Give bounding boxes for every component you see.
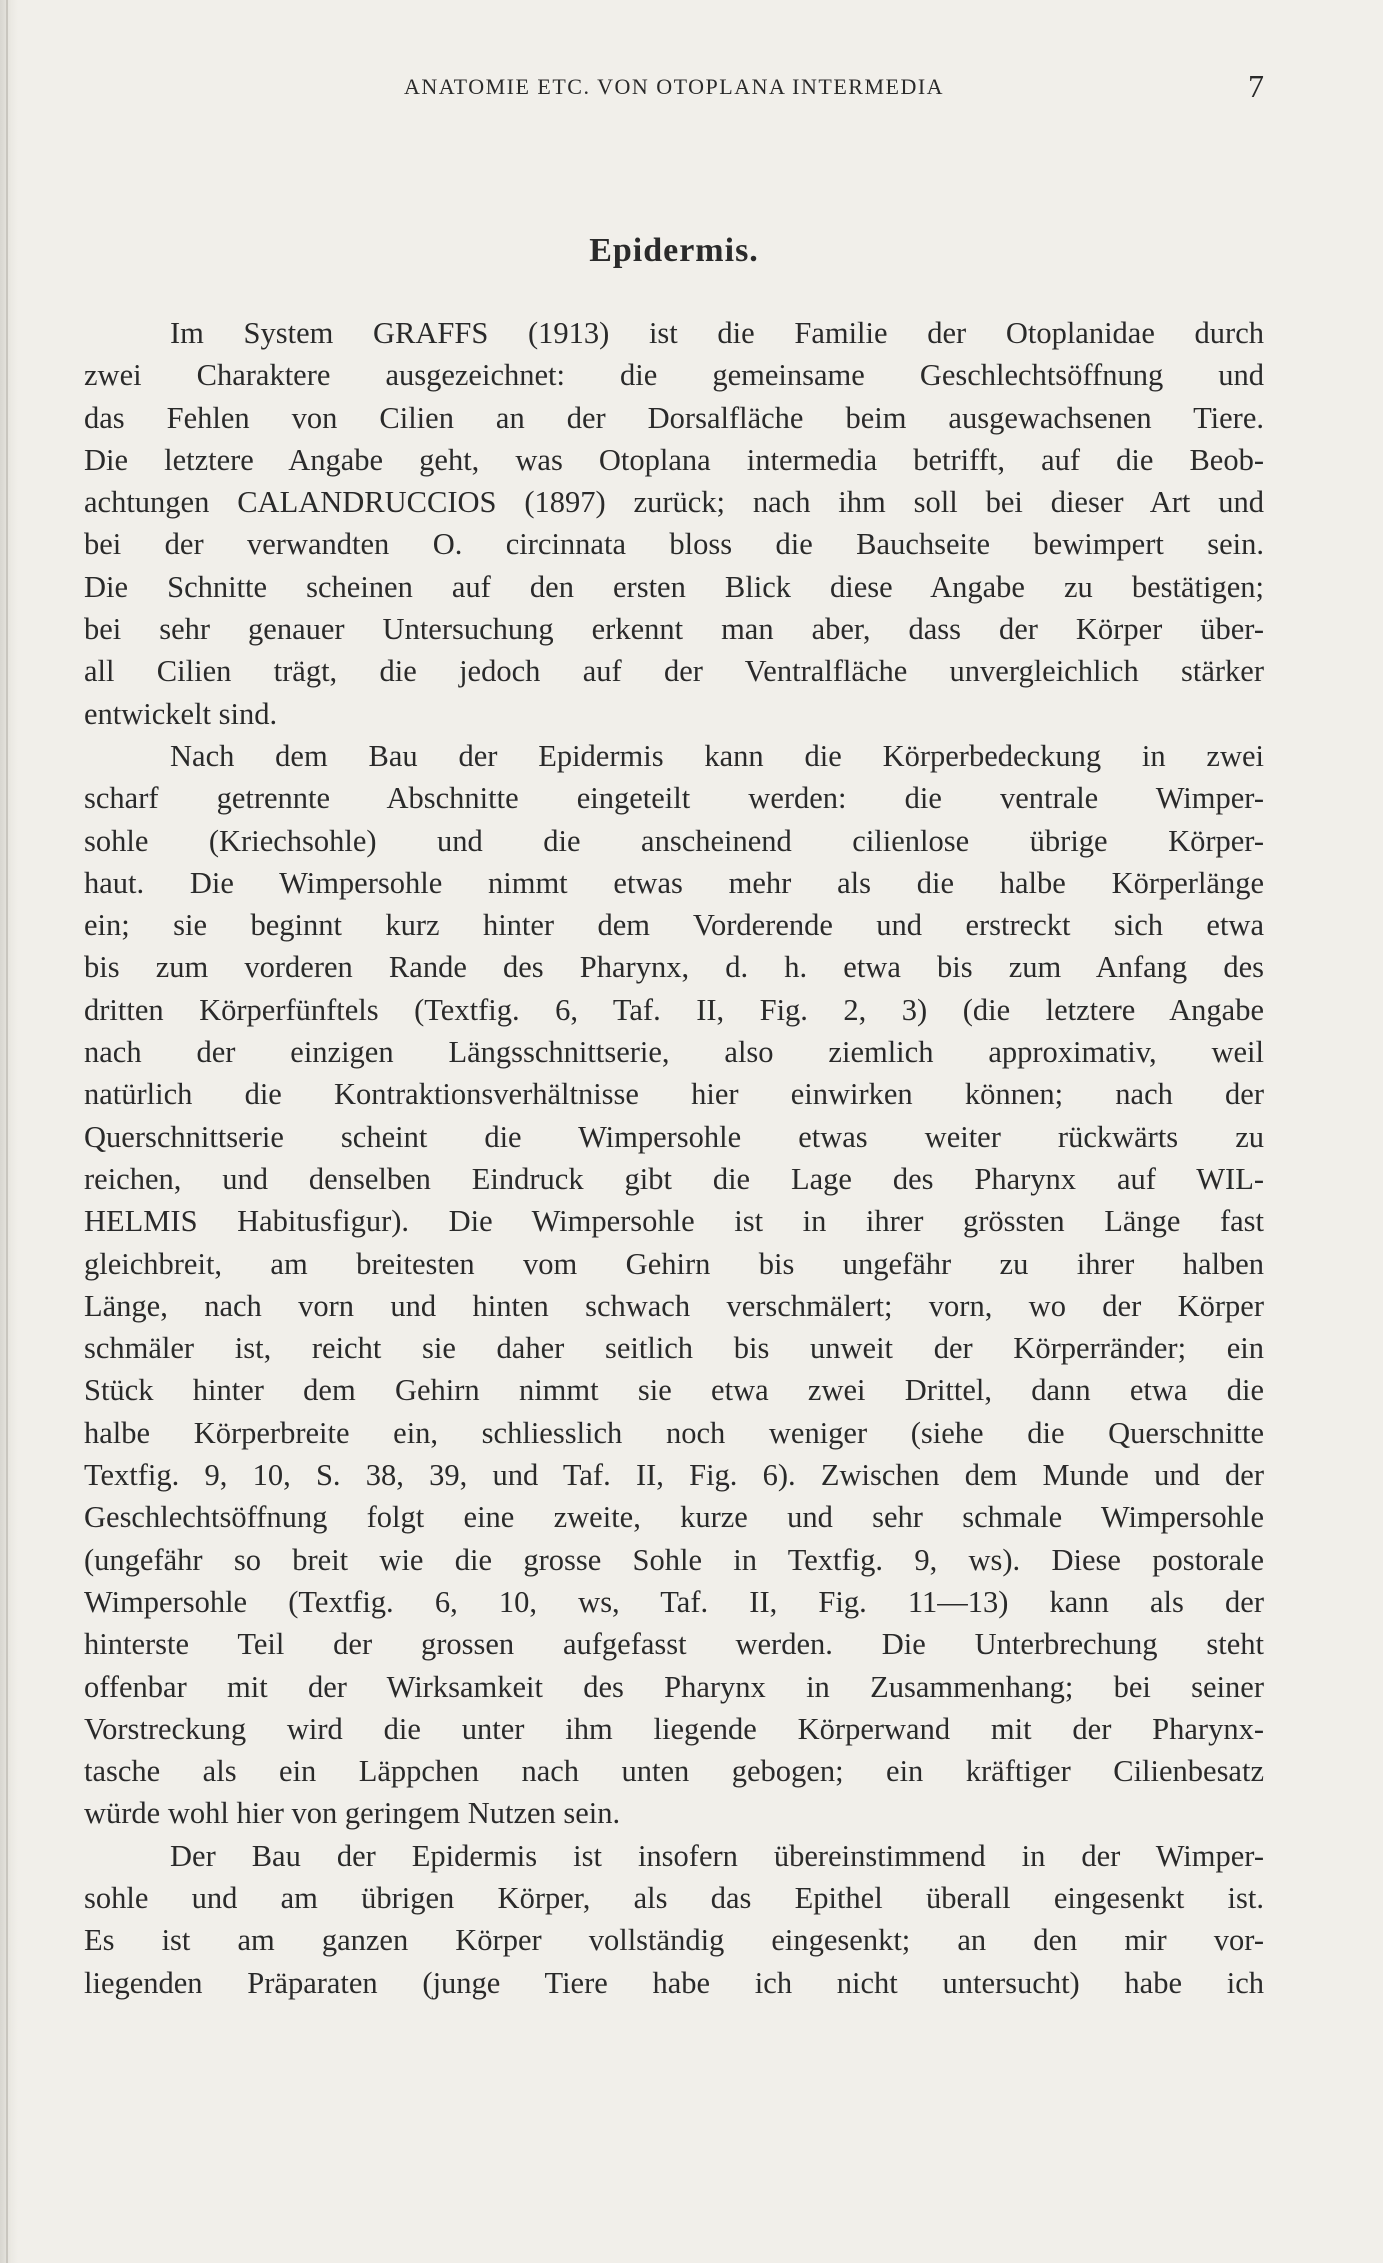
text-line: halbe Körperbreite ein, schliesslich noch weniger (siehe die Querschnitte bbox=[84, 1415, 1264, 1450]
text-line: achtungen CALANDRUCCIOS (1897) zurück; nach ihm soll bei dieser Art und bbox=[84, 485, 1264, 520]
text-line: Im System GRAFFS (1913) ist die Familie der Otoplanidae durch bbox=[170, 316, 1264, 350]
text-line: sohle und am übrigen Körper, als das Epithel überall eingesenkt ist. bbox=[84, 1880, 1264, 1915]
page-gutter-line bbox=[6, 0, 8, 2263]
text-line: natürlich die Kontraktionsverhältnisse hier einwirken können; nach der bbox=[84, 1077, 1264, 1112]
text-line: HELMIS Habitusfigur). Die Wimpersohle ist in ihrer grössten Länge fast bbox=[84, 1204, 1264, 1239]
text-line: Es ist am ganzen Körper vollständig eingesenkt; an den mir vor- bbox=[84, 1923, 1264, 1958]
text-line: Geschlechtsöffnung folgt eine zweite, kurze und sehr schmale Wimpersohle bbox=[84, 1500, 1264, 1535]
text-line: scharf getrennte Abschnitte eingeteilt werden: die ventrale Wimper- bbox=[84, 781, 1264, 816]
text-line: Querschnittserie scheint die Wimpersohle etwas weiter rückwärts zu bbox=[84, 1119, 1264, 1154]
text-line: tasche als ein Läppchen nach unten gebogen; ein kräftiger Cilienbesatz bbox=[84, 1754, 1264, 1789]
text-line: Wimpersohle (Textfig. 6, 10, ws, Taf. II, Fig. 11—13) kann als der bbox=[84, 1584, 1264, 1619]
text-line: zwei Charaktere ausgezeichnet: die gemeinsame Geschlechtsöffnung und bbox=[84, 358, 1264, 393]
text-line: würde wohl hier von geringem Nutzen sein. bbox=[84, 1796, 621, 1831]
text-line: hinterste Teil der grossen aufgefasst werden. Die Unterbrechung steht bbox=[84, 1627, 1264, 1662]
page-header bbox=[84, 68, 1264, 104]
text-line: Die Schnitte scheinen auf den ersten Blick diese Angabe zu bestätigen; bbox=[84, 569, 1264, 604]
body-text bbox=[84, 312, 1264, 2004]
text-line: Stück hinter dem Gehirn nimmt sie etwa zwei Drittel, dann etwa die bbox=[84, 1373, 1264, 1408]
text-line: dritten Körperfünftels (Textfig. 6, Taf. II, Fig. 2, 3) (die letztere Angabe bbox=[84, 992, 1264, 1027]
text-line: Nach dem Bau der Epidermis kann die Körperbedeckung in zwei bbox=[170, 738, 1264, 773]
text-line: gleichbreit, am breitesten vom Gehirn bis ungefähr zu ihrer halben bbox=[84, 1246, 1264, 1281]
text-line: (ungefähr so breit wie die grosse Sohle in Textfig. 9, ws). Diese postorale bbox=[84, 1542, 1264, 1577]
text-line: haut. Die Wimpersohle nimmt etwas mehr als die halbe Körperlänge bbox=[84, 865, 1264, 900]
text-line: ein; sie beginnt kurz hinter dem Vorderende und erstreckt sich etwa bbox=[84, 908, 1264, 943]
text-line: bis zum vorderen Rande des Pharynx, d. h. etwa bis zum Anfang des bbox=[84, 950, 1264, 985]
text-line: das Fehlen von Cilien an der Dorsalfläche beim ausgewachsenen Tiere. bbox=[84, 400, 1264, 435]
text-line: nach der einzigen Längsschnittserie, also ziemlich approximativ, weil bbox=[84, 1035, 1264, 1070]
text-line: Die letztere Angabe geht, was Otoplana intermedia betrifft, auf die Beob- bbox=[84, 442, 1264, 477]
text-line: reichen, und denselben Eindruck gibt die Lage des Pharynx auf WIL- bbox=[84, 1161, 1264, 1196]
text-line: Textfig. 9, 10, S. 38, 39, und Taf. II, Fig. 6). Zwischen dem Munde und der bbox=[84, 1458, 1264, 1493]
text-line: Länge, nach vorn und hinten schwach verschmälert; vorn, wo der Körper bbox=[84, 1288, 1264, 1323]
text-line: bei sehr genauer Untersuchung erkennt man aber, dass der Körper über- bbox=[84, 612, 1264, 647]
text-line: Vorstreckung wird die unter ihm liegende Körperwand mit der Pharynx- bbox=[84, 1711, 1264, 1746]
running-head: ANATOMIE ETC. VON OTOPLANA INTERMEDIA bbox=[403, 74, 945, 99]
text-line: schmäler ist, reicht sie daher seitlich bis unweit der Körperränder; ein bbox=[84, 1331, 1264, 1366]
scan-edge-shadow bbox=[0, 0, 18, 2263]
text-line: bei der verwandten O. circinnata bloss die Bauchseite bewimpert sein. bbox=[84, 527, 1264, 562]
text-line: entwickelt sind. bbox=[84, 696, 278, 731]
page-number: 7 bbox=[1248, 68, 1264, 104]
text-line: Der Bau der Epidermis ist insofern übereinstimmend in der Wimper- bbox=[170, 1838, 1264, 1873]
text-line: sohle (Kriechsohle) und die anscheinend cilienlose übrige Körper- bbox=[84, 823, 1264, 858]
text-line: liegenden Präparaten (junge Tiere habe ich nicht untersucht) habe ich bbox=[84, 1965, 1264, 2000]
section-title: Epidermis. bbox=[589, 232, 759, 269]
text-line: all Cilien trägt, die jedoch auf der Ventralfläche unvergleichlich stärker bbox=[84, 654, 1264, 689]
text-line: offenbar mit der Wirksamkeit des Pharynx in Zusammenhang; bei seiner bbox=[84, 1669, 1264, 1704]
